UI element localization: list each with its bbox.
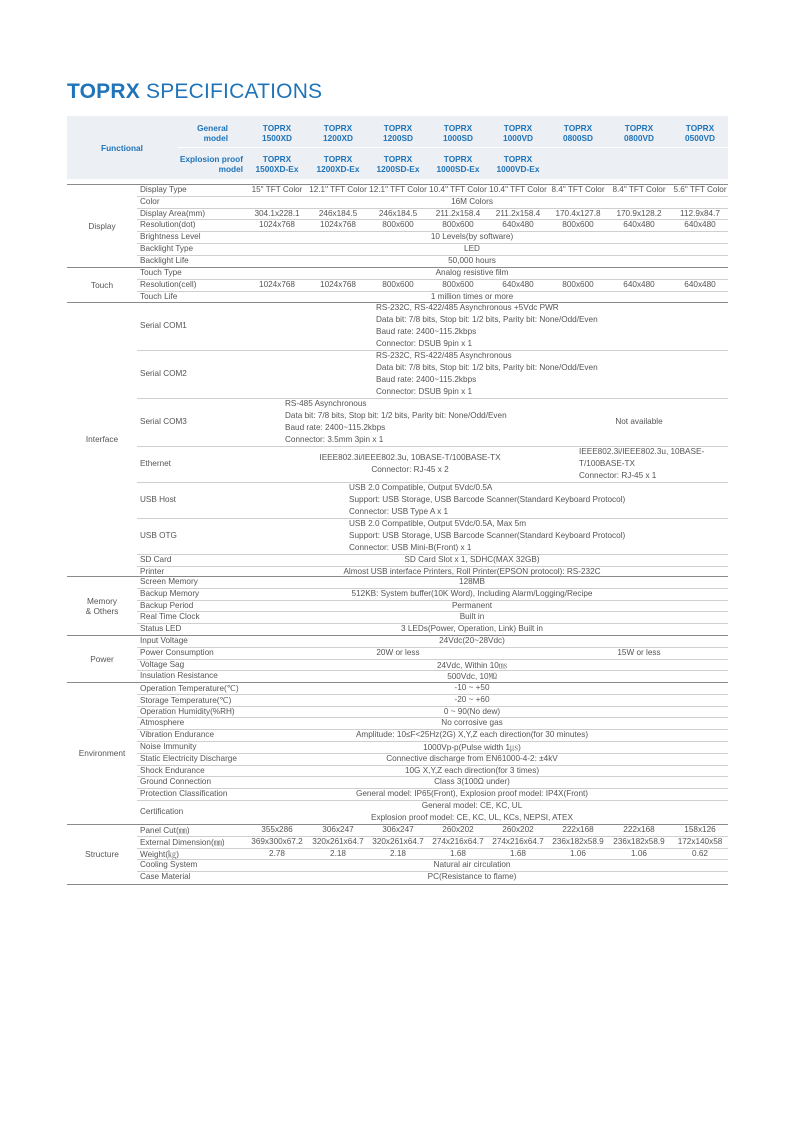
ethernet-left-value: IEEE802.3i/IEEE802.3u, 10BASE-T/100BASE-TX Connector: RJ-45 x 2 (319, 453, 501, 474)
structure-panel-value: 260x202 (442, 824, 474, 834)
printer-value: Almost USB interface Printers, Roll Printer(EPSON protocol): RS-232C (343, 566, 601, 576)
touch-resolution-value: 800x600 (382, 279, 414, 289)
usb-host-label: USB Host (140, 495, 176, 504)
touch-resolution-value: 640x480 (623, 279, 655, 289)
power-consumption-label: Power Consumption (140, 647, 214, 657)
memory-led-value: 3 LEDs(Power, Operation, Link) Built in (401, 624, 543, 634)
display-backlight_type-value: LED (464, 243, 480, 253)
display-area-value: 246x184.5 (378, 208, 418, 218)
power-input-value: 24Vdc(20~28Vdc) (439, 635, 505, 645)
display-type-value: 5.6" TFT Color (673, 184, 727, 194)
section-label-memory: Memory & Others (85, 595, 119, 616)
structure-external-value: 320x261x64.7 (312, 836, 364, 846)
display-color-label: Color (140, 196, 160, 206)
structure-weight-value: 2.18 (390, 848, 406, 858)
env-cert-label: Certification (140, 807, 184, 816)
structure-panel-value: 158x126 (684, 824, 716, 834)
usb-otg-value: USB 2.0 Compatible, Output 5Vdc/0.5A, Max 5m Support: USB Storage, USB Barcode Scanner(Standard Keyboard Protocol) Connector: USB Mini-B(Front) x 1 (349, 519, 626, 552)
structure-external-value: 369x300x67.2 (251, 836, 303, 846)
env-cert-value: General model: CE, KC, UL Explosion proof model: CE, KC, UL, KCs, NEPSI, ATEX (371, 801, 573, 822)
env-esd-label: Static Electricity Discharge (140, 753, 237, 763)
printer-label: Printer (140, 566, 165, 576)
memory-screen-label: Screen Memory (140, 576, 198, 586)
power-consumption-right-value: 15W or less (617, 647, 661, 657)
power-input-label: Input Voltage (140, 635, 188, 645)
display-area-value: 211.2x158.4 (435, 208, 481, 218)
display-backlight_type-label: Backlight Type (140, 243, 194, 253)
display-backlight_life-value: 50,000 hours (448, 255, 496, 265)
structure-weight-value: 0.62 (692, 848, 708, 858)
voltage-sag-label: Voltage Sag (140, 659, 185, 669)
display-brightness-label: Brightness Level (140, 232, 201, 242)
display-color-value: 16M Colors (451, 196, 493, 206)
table-bottom-line (67, 884, 728, 885)
serial-com1-value: RS-232C, RS-422/485 Asynchronous +5Vdc PWR Data bit: 7/8 bits, Stop bit: 1/2 bits, Parity bit: None/Odd/Even Baud rate: 2400~115.2kbps Connector: DSUB 9pin x 1 (376, 303, 598, 348)
display-type-label: Display Type (140, 184, 187, 194)
general-model-name: TOPRX 0800SD (563, 123, 593, 143)
display-area-value: 304.1x228.1 (254, 208, 300, 218)
display-resolution-value: 800x600 (382, 220, 414, 230)
structure-cooling-label: Cooling System (140, 860, 198, 870)
general-model-name: TOPRX 1500XD (262, 123, 292, 143)
general-model-name: TOPRX 1000SD (443, 123, 473, 143)
power-consumption-left-value: 20W or less (376, 647, 420, 657)
display-resolution-label: Resolution(dot) (140, 220, 196, 230)
display-type-value: 8.4" TFT Color (551, 184, 605, 194)
display-area-value: 246x184.5 (318, 208, 358, 218)
structure-external-value: 274x216x64.7 (492, 836, 544, 846)
display-area-label: Display Area(mm) (140, 208, 206, 218)
display-resolution-value: 640x480 (623, 220, 655, 230)
general-model-label: General model (197, 123, 228, 143)
display-resolution-value: 640x480 (502, 220, 534, 230)
memory-backup-label: Backup Memory (140, 588, 200, 598)
env-noise-value: 1000Vp-p(Pulse width 1㎲) (423, 742, 521, 752)
touch-type-label: Touch Type (140, 267, 182, 277)
display-type-value: 8.4" TFT Color (612, 184, 666, 194)
env-esd-value: Connective discharge from EN61000-4-2: ±4kV (386, 753, 558, 763)
voltage-sag-value: 24Vdc, Within 10㎳ (436, 660, 508, 670)
serial-com3-value: RS-485 Asynchronous Data bit: 7/8 bits, Stop bit: 1/2 bits, Parity bit: None/Odd/Even Baud rate: 2400~115.2kbps Connector: 3.5mm 3pin x 1 (285, 399, 507, 444)
usb-otg-label: USB OTG (140, 531, 177, 540)
structure-external-value: 172x140x58 (677, 836, 723, 846)
header-divider (178, 147, 728, 148)
env-atmosphere-value: No corrosive gas (441, 718, 503, 728)
structure-panel-value: 306x247 (322, 824, 354, 834)
display-resolution-value: 1024x768 (259, 220, 295, 230)
env-op_temp-label: Operation Temperature(℃) (140, 683, 239, 693)
env-atmosphere-label: Atmosphere (140, 718, 185, 728)
env-humidity-value: 0 ~ 90(No dew) (443, 706, 501, 716)
structure-weight-value: 1.06 (631, 848, 647, 858)
env-shock-label: Shock Endurance (140, 765, 205, 775)
ethernet-right-value: IEEE802.3i/IEEE802.3u, 10BASE- T/100BASE-TX Connector: RJ-45 x 1 (579, 447, 705, 480)
sd-card-label: SD Card (140, 554, 172, 564)
memory-period-value: Permanent (451, 600, 493, 610)
display-area-value: 211.2x158.4 (495, 208, 541, 218)
section-label-environment: Environment (78, 748, 126, 758)
serial-com3-na-value: Not available (615, 417, 663, 426)
touch-life-value: 1 million times or more (430, 291, 514, 301)
structure-case-label: Case Material (140, 872, 191, 882)
env-protection-value: General model: IP65(Front), Explosion proof model: IP4X(Front) (355, 789, 589, 799)
touch-resolution-value: 1024x768 (259, 279, 295, 289)
section-label-power: Power (90, 653, 114, 664)
structure-weight-value: 1.68 (510, 848, 526, 858)
section-label-structure: Structure (85, 849, 119, 859)
section-label-touch: Touch (90, 279, 114, 290)
structure-weight-value: 2.18 (330, 848, 346, 858)
sd-card-value: SD Card Slot x 1, SDHC(MAX 32GB) (404, 554, 540, 564)
structure-weight-value: 2.78 (269, 848, 285, 858)
insulation-label: Insulation Resistance (140, 671, 218, 681)
explosion-model-name: TOPRX 1200SD-Ex (376, 154, 420, 174)
insulation-value: 500Vdc, 10㏁ (447, 672, 497, 682)
usb-host-value: USB 2.0 Compatible, Output 5Vdc/0.5A Support: USB Storage, USB Barcode Scanner(Standard Keyboard Protocol) Connector: USB Type A x 1 (349, 483, 626, 516)
explosion-model-name: TOPRX 1200XD-Ex (316, 154, 360, 174)
serial-com2-label: Serial COM2 (140, 369, 187, 378)
structure-panel-label: Panel Cut(㎜) (140, 825, 190, 835)
display-type-value: 10.4" TFT Color (489, 184, 547, 194)
env-shock-value: 10G X,Y,Z each direction(for 3 times) (404, 765, 540, 775)
structure-panel-value: 260x202 (502, 824, 534, 834)
touch-resolution-value: 1024x768 (320, 279, 356, 289)
structure-external-label: External Dimension(㎜) (140, 837, 225, 847)
touch-resolution-value: 640x480 (684, 279, 716, 289)
touch-resolution-value: 800x600 (442, 279, 474, 289)
explosion-model-name: TOPRX 1000VD-Ex (496, 154, 540, 174)
display-area-value: 170.4x127.8 (555, 208, 601, 218)
functional-label: Functional (101, 143, 143, 153)
structure-case-value: PC(Resistance to flame) (427, 872, 517, 882)
section-label-display: Display (88, 220, 116, 231)
touch-resolution-label: Resolution(cell) (140, 279, 197, 289)
env-ground-value: Class 3(100Ω under) (434, 777, 510, 787)
structure-external-value: 236x182x58.9 (613, 836, 665, 846)
structure-weight-label: Weight(㎏) (140, 849, 179, 859)
touch-resolution-value: 640x480 (502, 279, 534, 289)
env-st_temp-value: -20 ~ +60 (454, 694, 490, 704)
env-op_temp-value: -10 ~ +50 (454, 682, 490, 692)
memory-rtc-value: Built in (459, 612, 485, 622)
serial-com1-label: Serial COM1 (140, 321, 187, 330)
memory-backup-value: 512KB: System buffer(10K Word), Including Alarm/Logging/Recipe (351, 588, 593, 598)
display-type-value: 10.4" TFT Color (429, 184, 487, 194)
display-backlight_life-label: Backlight Life (140, 255, 189, 265)
structure-panel-value: 306x247 (382, 824, 414, 834)
display-resolution-value: 640x480 (684, 220, 716, 230)
page-title: TOPRX SPECIFICATIONS (67, 80, 323, 103)
general-model-name: TOPRX 1200XD (323, 123, 353, 143)
env-vibration-value: Amplitude: 10≤F<25Hz(2G) X,Y,Z each direction(for 30 minutes) (355, 730, 589, 740)
display-resolution-value: 1024x768 (320, 220, 356, 230)
memory-led-label: Status LED (140, 624, 182, 634)
structure-panel-value: 222x168 (562, 824, 594, 834)
structure-weight-value: 1.06 (570, 848, 586, 858)
memory-period-label: Backup Period (140, 600, 194, 610)
general-model-name: TOPRX 0800VD (624, 123, 654, 143)
general-model-name: TOPRX 0500VD (685, 123, 715, 143)
structure-panel-value: 355x286 (261, 824, 293, 834)
structure-external-value: 274x216x64.7 (432, 836, 484, 846)
display-resolution-value: 800x600 (562, 220, 594, 230)
explosion-model-name: TOPRX 1500XD-Ex (255, 154, 299, 174)
env-st_temp-label: Storage Temperature(℃) (140, 695, 232, 705)
env-vibration-label: Vibration Endurance (140, 730, 215, 740)
display-area-value: 112.9x84.7 (680, 208, 720, 218)
env-noise-label: Noise Immunity (140, 741, 197, 751)
section-label-interface: Interface (85, 434, 119, 444)
display-brightness-value: 10 Levels(by software) (430, 232, 514, 242)
explosion-model-label: Explosion proof model (179, 154, 243, 174)
general-model-name: TOPRX 1200SD (383, 123, 413, 143)
display-type-value: 12.1" TFT Color (309, 184, 367, 194)
touch-life-label: Touch Life (140, 291, 178, 301)
touch-type-value: Analog resistive film (435, 267, 509, 277)
env-ground-label: Ground Connection (140, 777, 212, 787)
structure-external-value: 236x182x58.9 (552, 836, 604, 846)
general-model-name: TOPRX 1000VD (503, 123, 533, 143)
env-humidity-label: Operation Humidity(%RH) (140, 706, 235, 716)
memory-rtc-label: Real Time Clock (140, 612, 200, 622)
env-protection-label: Protection Classification (140, 789, 228, 799)
memory-screen-value: 128MB (459, 576, 485, 586)
structure-panel-value: 222x168 (623, 824, 655, 834)
display-type-value: 12.1" TFT Color (369, 184, 427, 194)
ethernet-label: Ethernet (140, 459, 171, 468)
structure-cooling-value: Natural air circulation (433, 860, 511, 870)
structure-external-value: 320x261x64.7 (372, 836, 424, 846)
touch-resolution-value: 800x600 (562, 279, 594, 289)
display-area-value: 170.9x128.2 (616, 208, 662, 218)
serial-com2-value: RS-232C, RS-422/485 Asynchronous Data bit: 7/8 bits, Stop bit: 1/2 bits, Parity bit: None/Odd/Even Baud rate: 2400~115.2kbps Connector: DSUB 9pin x 1 (376, 351, 598, 396)
display-type-value: 15" TFT Color (251, 184, 303, 194)
structure-weight-value: 1.68 (450, 848, 466, 858)
display-resolution-value: 800x600 (442, 220, 474, 230)
serial-com3-label: Serial COM3 (140, 417, 187, 426)
explosion-model-name: TOPRX 1000SD-Ex (436, 154, 480, 174)
